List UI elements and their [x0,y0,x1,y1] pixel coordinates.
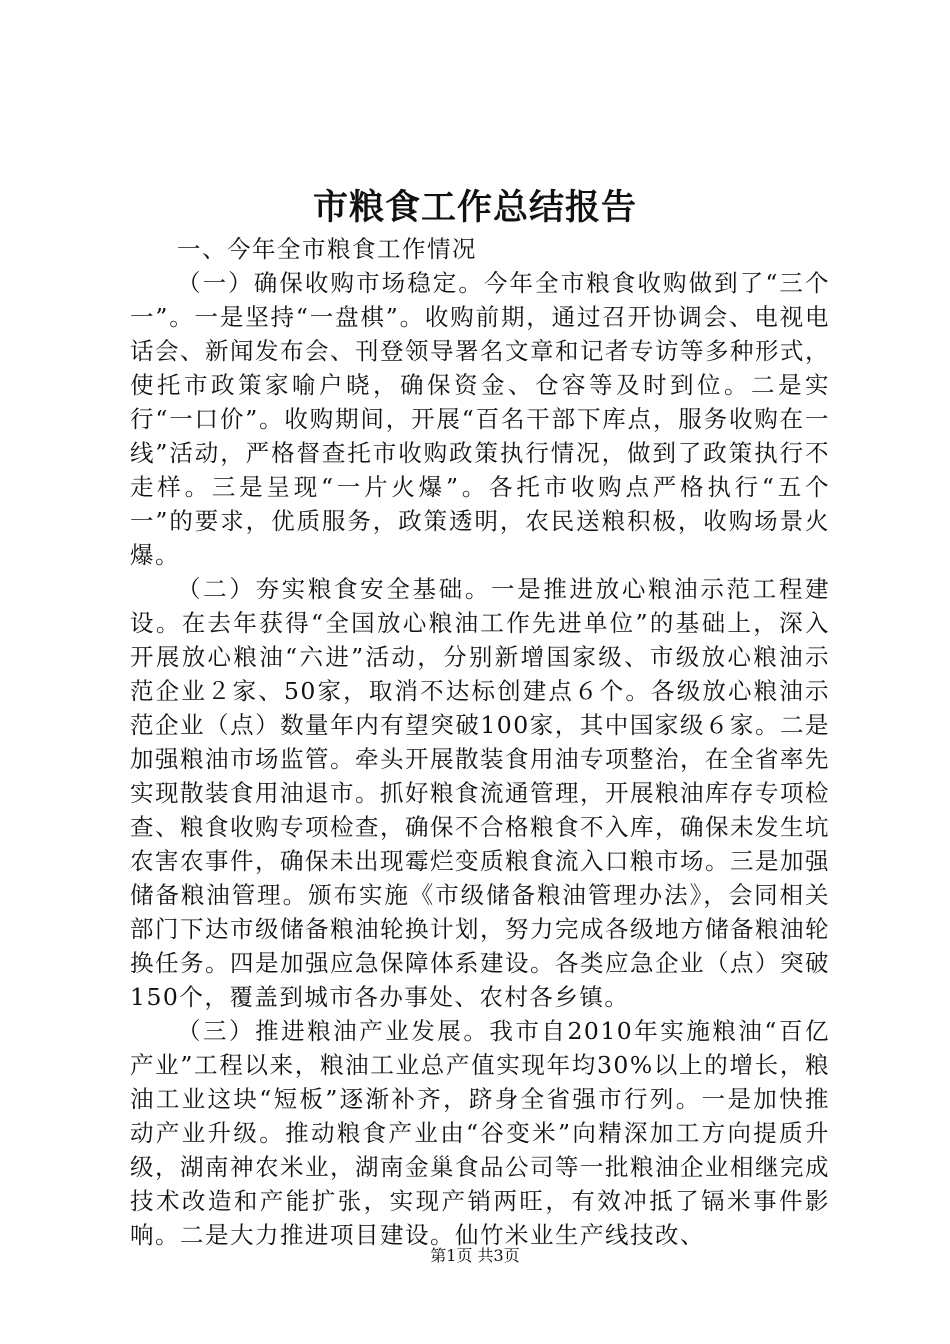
document-title: 市粮食工作总结报告 [312,187,637,228]
document-body [130,232,830,1252]
section-heading: 一、今年全市粮食工作情况 [177,235,477,263]
paragraph-food-security: （二）夯实粮食安全基础。一是推进放心粮油示范工程建设。在去年获得“全国放心粮油工作先进单位”的基础上，深入开展放心粮油“六进”活动，分别新增国家级、市级放心粮油示范企业２家、50家，取消不达标创建点６个。各级放心粮油示范企业（点）数量年内有望突破100家，其中国家级６家。二是加强粮油市场监管。牵头开展散装食用油专项整治，在全省率先实现散装食用油退市。抓好粮食流通管理，开展粮油库存专项检查、粮食收购专项检查，确保不合格粮食不入库，确保未发生坑农害农事件，确保未出现霉烂变质粮食流入口粮市场。三是加强储备粮油管理。颁布实施《市级储备粮油管理办法》，会同相关部门下达市级储备粮油轮换计划，努力完成各级地方储备粮油轮换任务。四是加强应急保障体系建设。各类应急企业（点）突破150个，覆盖到城市各办事处、农村各乡镇。 [130,575,830,1011]
page-number-footer: 第1页 共3页 [430,1246,520,1265]
paragraph-purchase-market: （一）确保收购市场稳定。今年全市粮食收购做到了“三个一”。一是坚持“一盘棋”。收购前期，通过召开协调会、电视电话会、新闻发布会、刊登领导署名文章和记者专访等多种形式，使托市政策家喻户晓，确保资金、仓容等及时到位。二是实行“一口价”。收购期间，开展“百名干部下库点，服务收购在一线”活动，严格督查托市收购政策执行情况，做到了政策执行不走样。三是呈现“一片火爆”。各托市收购点严格执行“五个一”的要求，优质服务，政策透明，农民送粮积极，收购场景火爆。 [130,269,830,569]
paragraph-industry-development: （三）推进粮油产业发展。我市自2010年实施粮油“百亿产业”工程以来，粮油工业总产值实现年均30%以上的增长，粮油工业这块“短板”逐渐补齐，跻身全省强市行列。一是加快推动产业升级。推动粮食产业由“谷变米”向精深加工方向提质升级，湖南神农米业，湖南金巢食品公司等一批粮油企业相继完成技术改造和产能扩张，实现产销两旺，有效冲抵了镉米事件影响。二是大力推进项目建设。仙竹米业生产线技改、 [130,1017,830,1249]
